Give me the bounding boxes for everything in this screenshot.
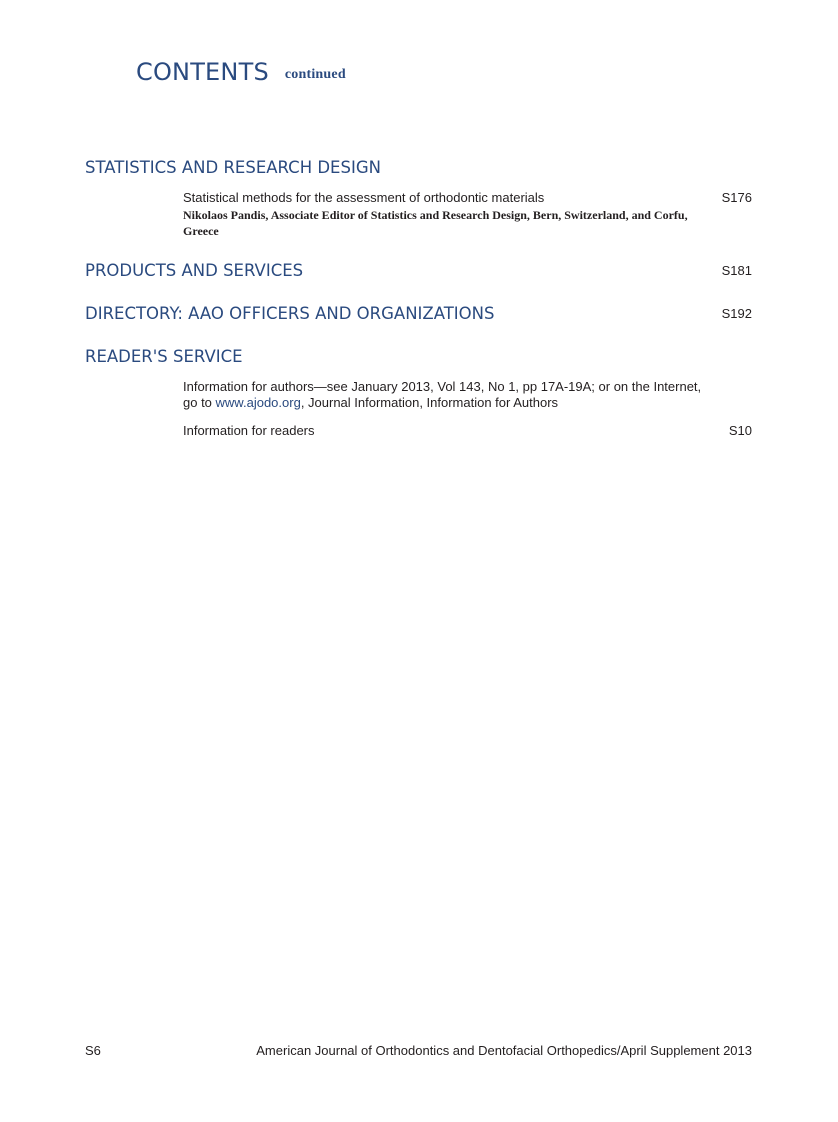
article-title-statistical-methods[interactable]: Statistical methods for the assessment of orthodontic materials [183,190,545,205]
authors-info-suffix: , Journal Information, Information for Authors [300,395,559,410]
page-ref-readers: S10 [728,423,752,438]
page-ref-directory: S192 [721,306,752,321]
footer-page-number: S6 [85,1043,101,1058]
page-ref-statistical-methods: S176 [721,190,752,205]
section-heading-readers-service: READER'S SERVICE [85,347,243,366]
continued-label: continued [284,67,346,82]
footer-journal: American Journal of Orthodontics and Dentofacial Orthopedics/April Supplement 2013 [256,1043,752,1058]
authors-info-text: Information for authors—see January 2013, Vol 143, No 1, pp 17A-19A; or on the Internet, go to [183,379,702,410]
section-heading-statistics: STATISTICS AND RESEARCH DESIGN [85,158,381,177]
page-ref-products: S181 [721,263,752,278]
ajodo-link[interactable]: www.ajodo.org [215,395,301,410]
section-heading-directory[interactable]: DIRECTORY: AAO OFFICERS AND ORGANIZATIONS [85,304,495,323]
contents-title: CONTENTS [136,58,269,86]
page-title [136,58,346,86]
readers-information[interactable]: Information for readers [183,423,315,438]
authors-information [183,379,703,411]
article-authors: Nikolaos Pandis, Associate Editor of Statistics and Research Design, Bern, Switzerland, and Corfu, Greece [183,208,688,238]
section-heading-products[interactable]: PRODUCTS AND SERVICES [85,261,304,280]
